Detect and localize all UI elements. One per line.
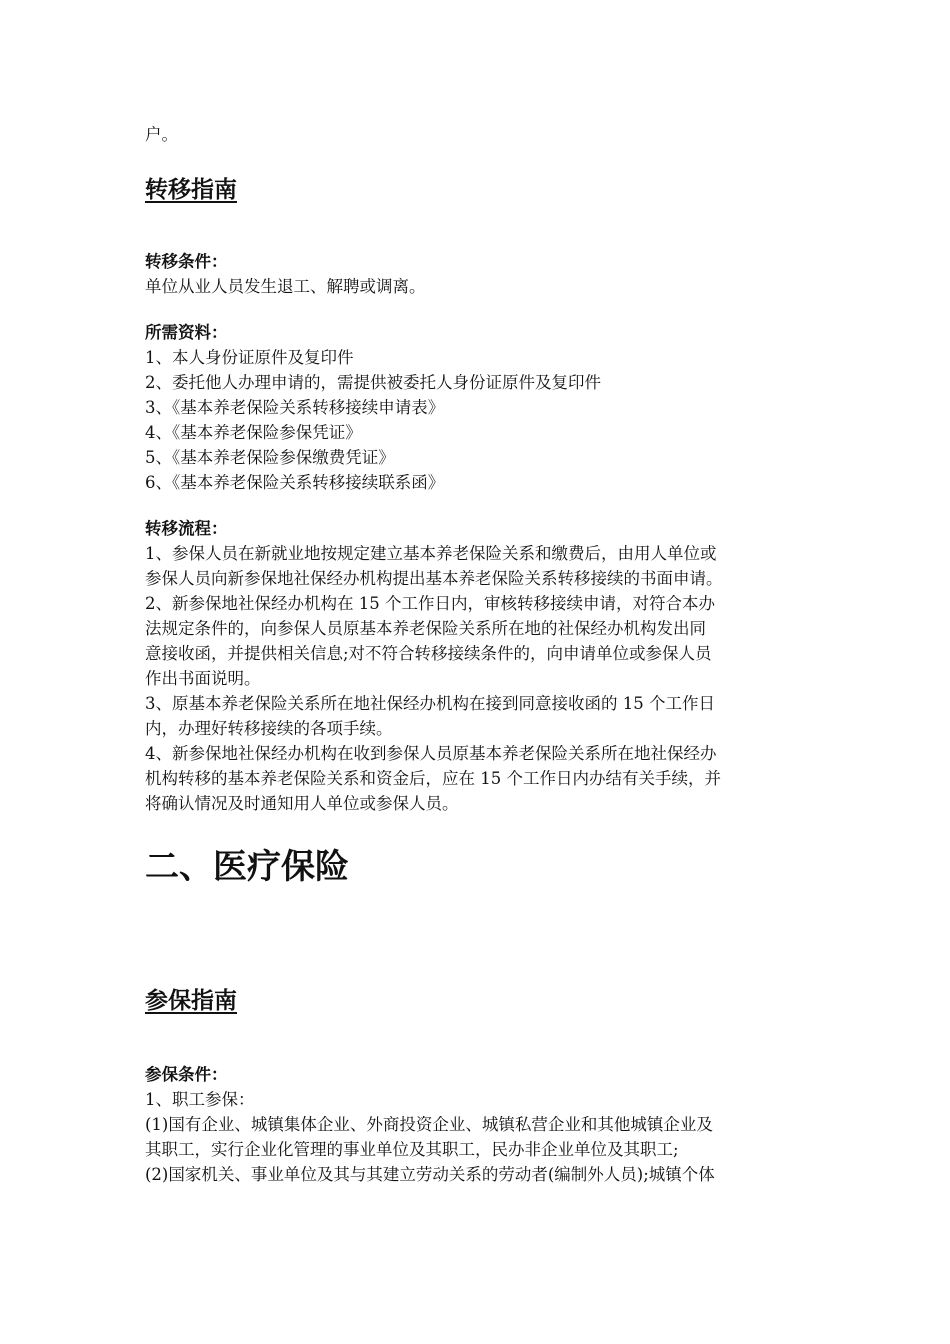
process-line: 2、新参保地社保经办机构在 15 个工作日内，审核转移接续申请，对符合本办 bbox=[145, 594, 715, 613]
materials-label: 所需资料： bbox=[145, 323, 228, 342]
process-line: 参保人员向新参保地社保经办机构提出基本养老保险关系转移接续的书面申请。 bbox=[145, 569, 723, 588]
transfer-conditions-text: 单位从业人员发生退工、解聘或调离。 bbox=[145, 277, 426, 296]
enroll-guide-heading: 参保指南 bbox=[145, 988, 237, 1014]
enroll-conditions-text bbox=[145, 1087, 825, 1187]
list-item: 2、委托他人办理申请的，需提供被委托人身份证原件及复印件 bbox=[145, 373, 601, 392]
process-line: 内，办理好转移接续的各项手续。 bbox=[145, 719, 393, 738]
medical-insurance-heading: 二、医疗保险 bbox=[145, 847, 349, 887]
enroll-conditions-label: 参保条件： bbox=[145, 1065, 228, 1084]
process-line: 作出书面说明。 bbox=[145, 669, 261, 688]
list-item: 3、《基本养老保险关系转移接续申请表》 bbox=[145, 398, 445, 417]
process-line: 1、参保人员在新就业地按规定建立基本养老保险关系和缴费后，由用人单位或 bbox=[145, 544, 717, 563]
process-line: 将确认情况及时通知用人单位或参保人员。 bbox=[145, 794, 459, 813]
list-item: 6、《基本养老保险关系转移接续联系函》 bbox=[145, 473, 445, 492]
process-line: 3、原基本养老保险关系所在地社保经办机构在接到同意接收函的 15 个工作日 bbox=[145, 694, 715, 713]
enroll-line: (1)国有企业、城镇集体企业、外商投资企业、城镇私营企业和其他城镇企业及 bbox=[145, 1115, 713, 1134]
process-label: 转移流程： bbox=[145, 519, 228, 538]
process-text bbox=[145, 541, 825, 816]
process-line: 机构转移的基本养老保险关系和资金后，应在 15 个工作日内办结有关手续，并 bbox=[145, 769, 721, 788]
process-line: 法规定条件的，向参保人员原基本养老保险关系所在地的社保经办机构发出同 bbox=[145, 619, 706, 638]
process-line: 意接收函，并提供相关信息;对不符合转移接续条件的，向申请单位或参保人员 bbox=[145, 644, 712, 663]
document-page bbox=[145, 122, 825, 1187]
list-item: 4、《基本养老保险参保凭证》 bbox=[145, 423, 362, 442]
list-item: 1、本人身份证原件及复印件 bbox=[145, 348, 354, 367]
materials-list bbox=[145, 345, 825, 495]
process-line: 4、新参保地社保经办机构在收到参保人员原基本养老保险关系所在地社保经办 bbox=[145, 744, 717, 763]
enroll-line: 1、职工参保： bbox=[145, 1090, 255, 1109]
top-fragment: 户。 bbox=[145, 125, 178, 144]
list-item: 5、《基本养老保险参保缴费凭证》 bbox=[145, 448, 395, 467]
enroll-line: (2)国家机关、事业单位及其与其建立劳动关系的劳动者(编制外人员);城镇个体 bbox=[145, 1165, 715, 1184]
transfer-guide-heading: 转移指南 bbox=[145, 177, 237, 203]
transfer-conditions-label: 转移条件： bbox=[145, 252, 228, 271]
enroll-line: 其职工，实行企业化管理的事业单位及其职工，民办非企业单位及其职工; bbox=[145, 1140, 679, 1159]
